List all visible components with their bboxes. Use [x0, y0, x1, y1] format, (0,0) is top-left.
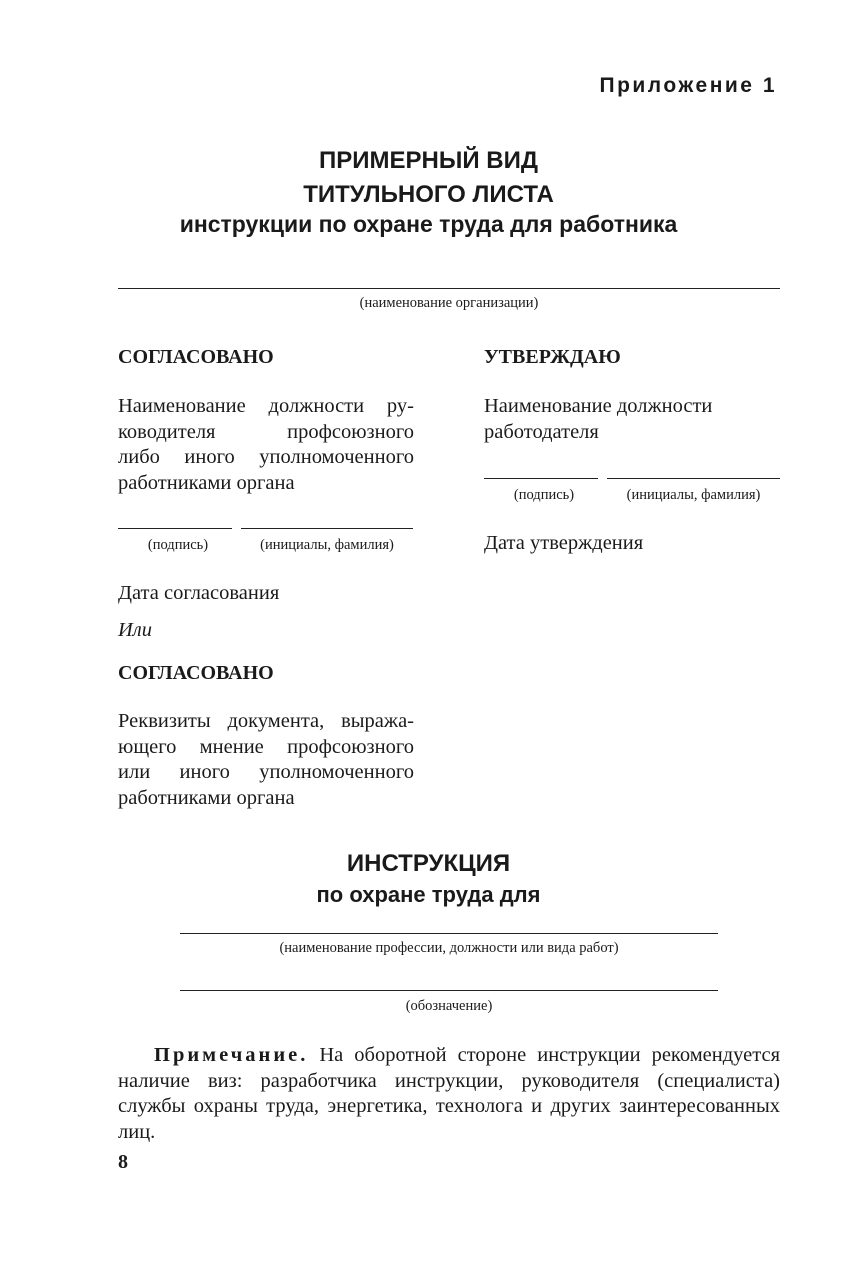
- right-position-text: [484, 394, 780, 445]
- designation-line: [180, 990, 718, 991]
- right-position-line: Наименование должности: [484, 395, 713, 417]
- right-approval-heading: УТВЕРЖДАЮ: [484, 346, 621, 368]
- left-position-text: [118, 394, 414, 496]
- or-label: Или: [118, 619, 152, 641]
- note-text: На оборотной стороне инструкции рекомендуется наличие виз: разработчика инструкции, руководителя (специалиста) службы охраны труда, энергетика, технолога и других заинтересованных лиц.: [118, 1044, 780, 1143]
- left-date-label: Дата согласования: [118, 582, 280, 604]
- organization-caption: (наименование организации): [359, 295, 539, 311]
- right-position-line: работодателя: [484, 420, 599, 443]
- right-name-caption: (инициалы, фамилия): [626, 487, 761, 503]
- left-document-line: Реквизиты документа, выража-: [118, 710, 414, 732]
- right-signature-caption: (подпись): [513, 487, 575, 503]
- left-document-line: или иного уполномоченного: [118, 761, 414, 783]
- right-name-line: [607, 478, 780, 479]
- page-number: 8: [118, 1151, 128, 1173]
- left-document-line: работниками органа: [118, 786, 295, 809]
- title-line-1: ПРИМЕРНЫЙ ВИД: [319, 147, 538, 174]
- title-line-2: ТИТУЛЬНОГО ЛИСТА: [303, 181, 554, 208]
- appendix-label: Приложение 1: [599, 74, 777, 97]
- left-signature-line: [118, 528, 232, 529]
- left-position-line: либо иного уполномоченного: [118, 446, 414, 468]
- left-approval-heading: СОГЛАСОВАНО: [118, 346, 274, 368]
- title-line-3: инструкции по охране труда для работника: [179, 211, 678, 237]
- left-document-text: [118, 709, 414, 811]
- left-position-line: Наименование должности ру-: [118, 395, 414, 417]
- left-position-line: ководителя профсоюзного: [118, 420, 414, 443]
- right-date-label: Дата утверждения: [484, 532, 644, 554]
- profession-line: [180, 933, 718, 934]
- right-signature-line: [484, 478, 598, 479]
- note-label: Примечание.: [154, 1044, 309, 1066]
- instruction-subtitle: по охране труда для: [316, 882, 541, 907]
- left-signature-caption: (подпись): [147, 537, 209, 553]
- note-paragraph: [118, 1043, 780, 1145]
- left-document-line: ющего мнение профсоюзного: [118, 735, 414, 758]
- profession-caption: (наименование профессии, должности или вида работ): [279, 940, 619, 956]
- organization-line: [118, 288, 780, 289]
- left-name-caption: (инициалы, фамилия): [260, 537, 394, 553]
- left-name-line: [241, 528, 413, 529]
- instruction-title: ИНСТРУКЦИЯ: [346, 850, 511, 877]
- designation-caption: (обозначение): [405, 998, 493, 1014]
- left-position-line: работниками органа: [118, 471, 295, 494]
- left-approval-heading-2: СОГЛАСОВАНО: [118, 662, 274, 684]
